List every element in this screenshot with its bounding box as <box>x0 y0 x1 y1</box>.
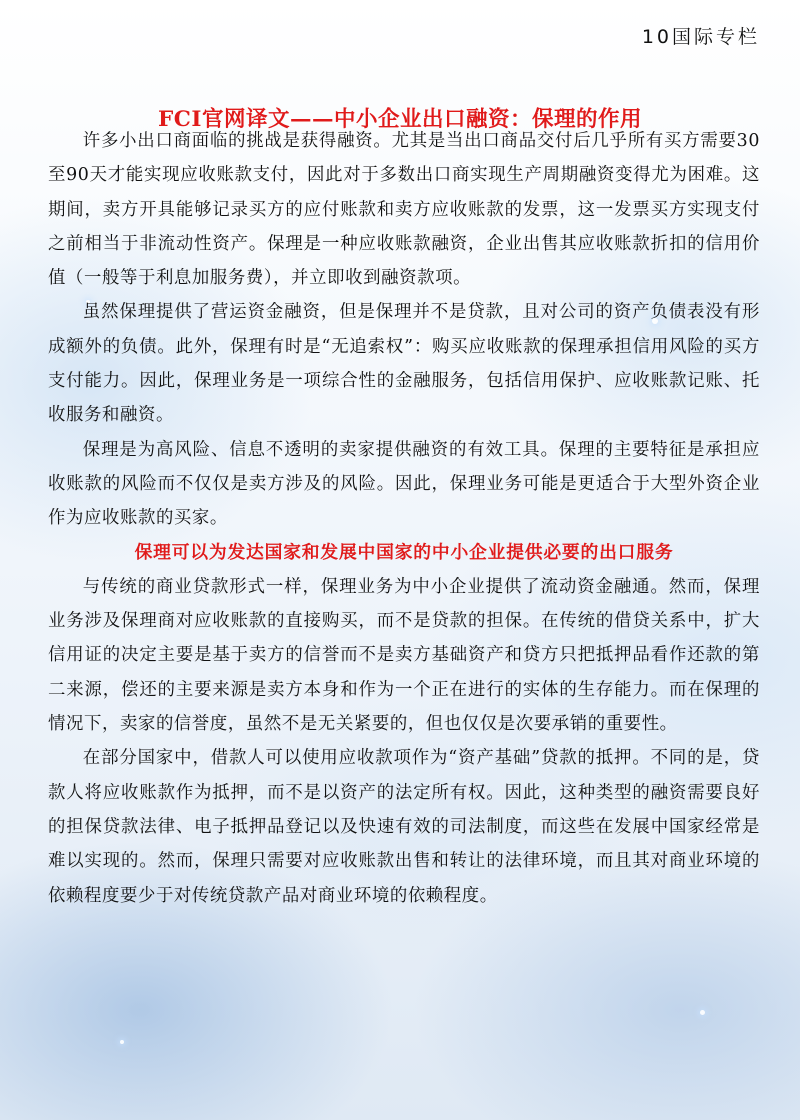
paragraph: 在部分国家中，借款人可以使用应收款项作为“资产基础”贷款的抵押。不同的是，贷款人将应收账款作为抵押，而不是以资产的法定所有权。因此，这种类型的融资需要良好的担保贷款法律、电子抵押品登记以及快速有效的司法制度，而这些在发展中国家经常是难以实现的。然而，保理只需要对应收账款出售和转让的法律环境，而且其对商业环境的依赖程度要少于对传统贷款产品对商业环境的依赖程度。 <box>48 748 760 906</box>
paragraph: 保理是为高风险、信息不透明的卖家提供融资的有效工具。保理的主要特征是承担应收账款的风险而不仅仅是卖方涉及的风险。因此，保理业务可能是更适合于大型外资企业作为应收账款的买家。 <box>48 439 760 529</box>
page-number-label: 10国际专栏 <box>641 26 760 48</box>
paragraph: 虽然保理提供了营运资金融资，但是保理并不是贷款，且对公司的资产负债表没有形成额外的负债。此外，保理有时是“无追索权”：购买应收账款的保理承担信用风险的买方支付能力。因此，保理业务是一项综合性的金融服务，包括信用保护、应收账款记账、托收服务和融资。 <box>48 302 760 426</box>
paragraph: 许多小出口商面临的挑战是获得融资。尤其是当出口商品交付后几乎所有买方需要30至90天才能实现应收账款支付，因此对于多数出口商实现生产周期融资变得尤为困难。这期间，卖方开具能够记录买方的应付账款和卖方应收账款的发票，这一发票买方实现支付之前相当于非流动性资产。保理是一种应收账款融资，企业出售其应收账款折扣的信用价值（一般等于利息加服务费），并立即收到融资款项。 <box>48 131 760 289</box>
article-body <box>48 124 760 913</box>
article-title: FCI官网译文——中小企业出口融资：保理的作用 <box>158 107 642 133</box>
section-heading: 保理可以为发达国家和发展中国家的中小企业提供必要的出口服务 <box>134 541 674 563</box>
background-sparkle <box>700 1010 705 1015</box>
background-sparkle <box>120 1040 124 1044</box>
paragraph: 与传统的商业贷款形式一样，保理业务为中小企业提供了流动资金融通。然而，保理业务涉及保理商对应收账款的直接购买，而不是贷款的担保。在传统的借贷关系中，扩大信用证的决定主要是基于卖方的信誉而不是卖方基础资产和贷方只把抵押品看作还款的第二来源，偿还的主要来源是卖方本身和作为一个正在进行的实体的生存能力。而在保理的情况下，卖家的信誉度，虽然不是无关紧要的，但也仅仅是次要承销的重要性。 <box>48 576 760 735</box>
